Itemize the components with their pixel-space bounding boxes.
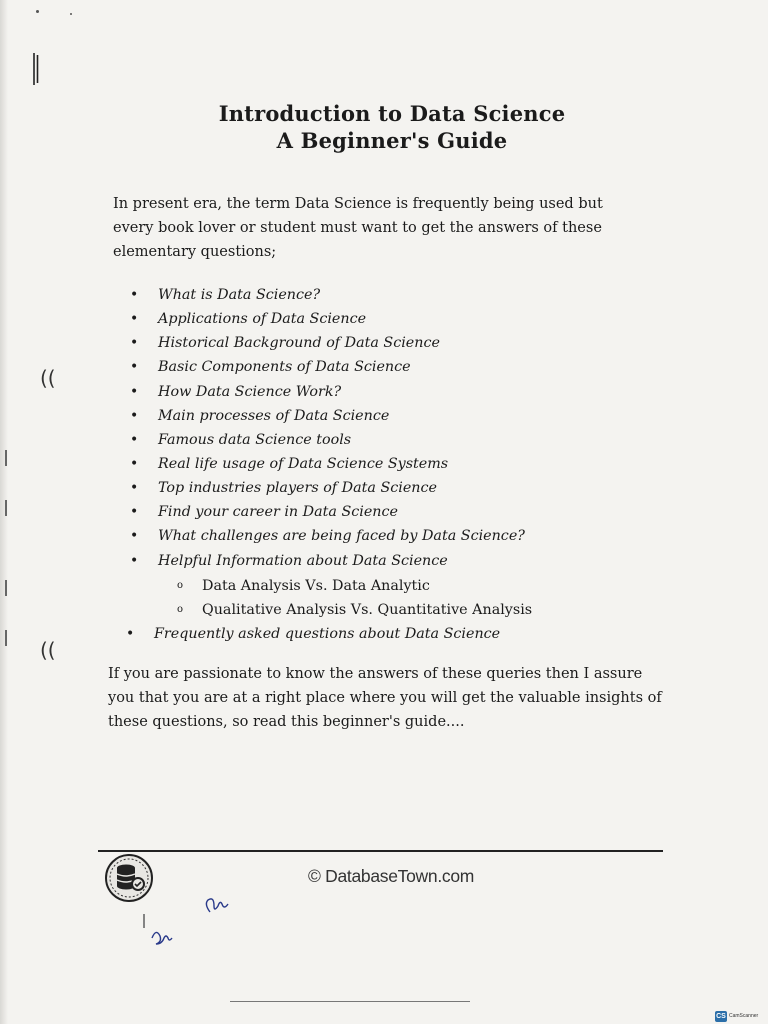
list-item: • Real life usage of Data Science Systems [130,452,525,476]
page-bottom-line [230,1001,470,1002]
list-item: • Helpful Information about Data Science [130,549,525,573]
scanner-label: CamScanner [729,1013,759,1019]
list-item: • Frequently asked questions about Data Science [126,622,500,646]
margin-mark-icon: (( [40,366,56,390]
speck [70,13,72,15]
list-item: • Historical Background of Data Science [130,331,525,355]
list-item: • Main processes of Data Science [130,404,525,428]
questions-list [130,283,525,573]
questions-list-end [126,622,500,646]
title-line-2: A Beginner's Guide [276,128,508,153]
sub-list-item: o Qualitative Analysis Vs. Quantitative Analysis [158,598,532,622]
list-item: • Find your career in Data Science [130,500,525,524]
list-item: • What challenges are being faced by Data Science? [130,524,525,548]
margin-mark-icon: (( [40,638,56,662]
scanner-watermark [715,1010,758,1022]
scanner-logo-icon: CS [716,1012,726,1020]
left-margin-ticks [5,450,7,650]
list-item: • Basic Components of Data Science [130,355,525,379]
footer-rule [98,850,663,852]
speck [36,10,39,13]
list-item: • Applications of Data Science [130,307,525,331]
list-item: • What is Data Science? [130,283,525,307]
sub-list [158,574,532,622]
sub-list-item: o Data Analysis Vs. Data Analytic [158,574,532,598]
list-item: • How Data Science Work? [130,380,525,404]
handwritten-signature-icon [138,888,258,950]
binding-mark-icon [32,52,40,86]
page-title [0,100,768,154]
title-line-1: Introduction to Data Science [218,101,566,126]
outro-paragraph: If you are passionate to know the answers of these queries then I assure you that you are at a right place where you will get the valuable insights of these questions, so read this beginner's guide.... [108,666,662,730]
copyright-text: © DatabaseTown.com [308,866,475,886]
list-item: • Top industries players of Data Science [130,476,525,500]
intro-paragraph: In present era, the term Data Science is frequently being used but every book lover or student must want to get the answers of these elementary questions; [113,196,603,260]
list-item: • Famous data Science tools [130,428,525,452]
